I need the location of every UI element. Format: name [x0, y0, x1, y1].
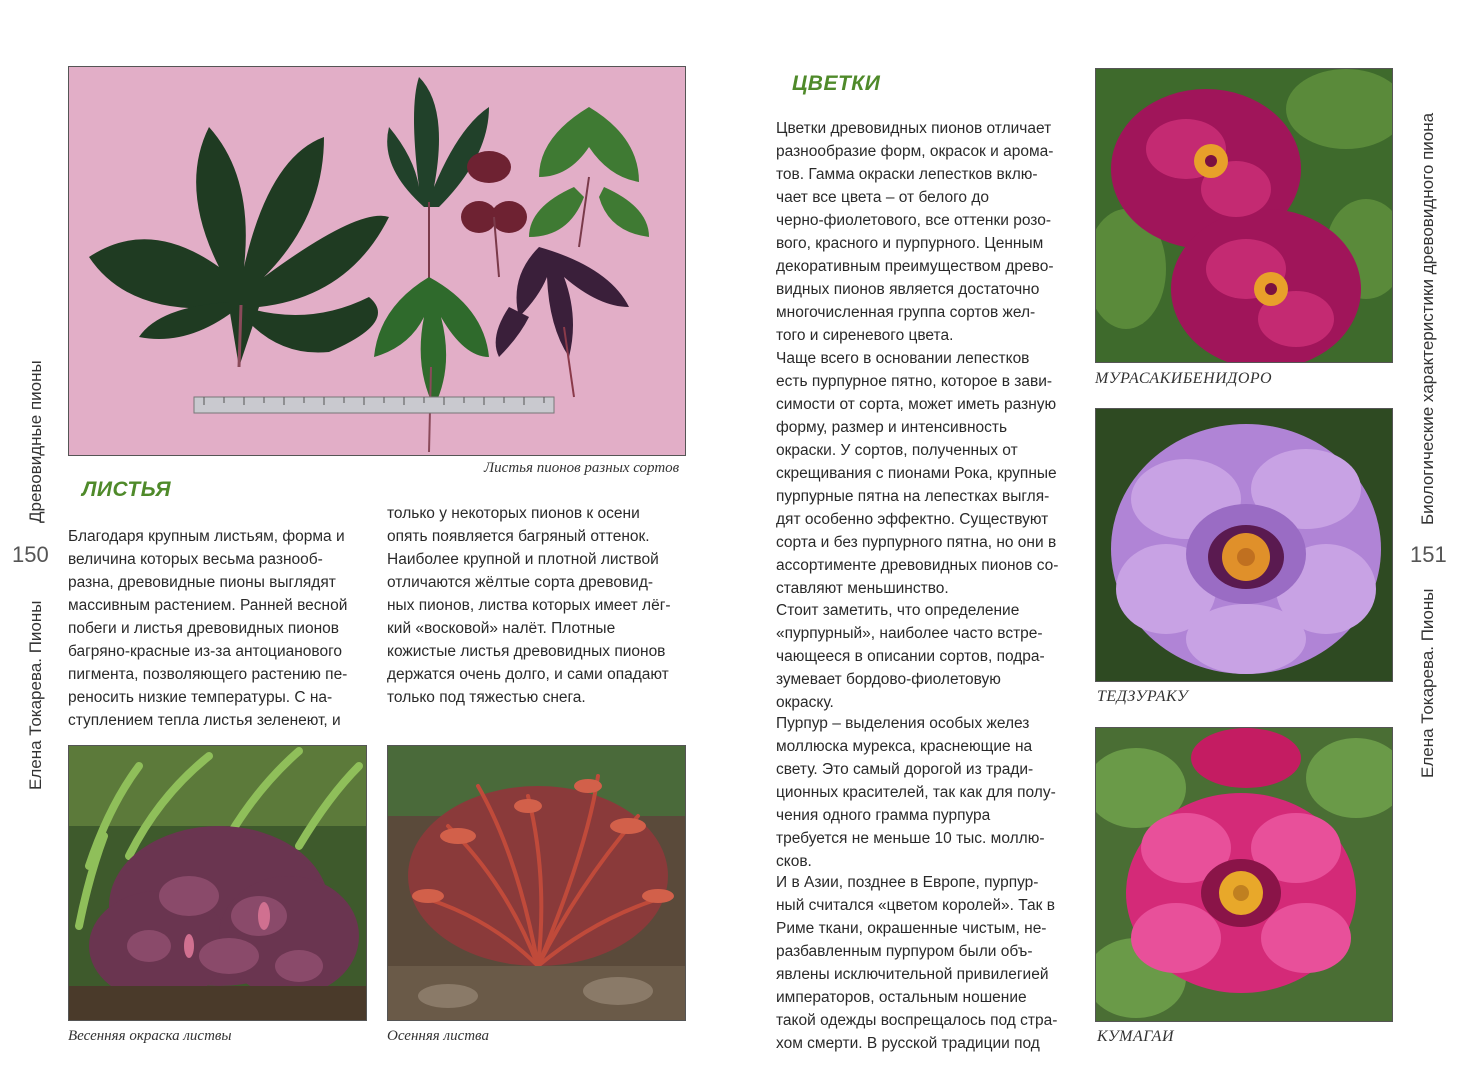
text-line: дят особенно эффектно. Существуют: [776, 511, 1049, 528]
text-line: массивным растением. Ранней весной: [68, 597, 348, 614]
flower-photo-murasakibenidoro: [1095, 68, 1393, 363]
text-line: явлены исключительной привилегией: [776, 966, 1049, 983]
text-line: ставляют меньшинство.: [776, 580, 949, 597]
text-line: Стоит заметить, что определение: [776, 602, 1020, 619]
flower-caption-3: КУМАГАИ: [1097, 1028, 1175, 1045]
leaves-heading: ЛИСТЬЯ: [82, 478, 172, 501]
text-line: окраску.: [776, 694, 834, 711]
spring-foliage-photo: [68, 745, 367, 1021]
text-line: ционных красителей, так как для полу-: [776, 784, 1056, 801]
text-line: окраски. У сортов, полученных от: [776, 442, 1018, 459]
left-running-header-section: Древовидные пионы: [26, 360, 45, 523]
text-line: разнообразие форм, окрасок и арома-: [776, 143, 1054, 160]
text-line: ных пионов, листва которых имеет лёг-: [387, 597, 671, 614]
text-line: многочисленная группа сортов жел-: [776, 304, 1036, 321]
leaves-photo-caption: Листья пионов разных сортов: [484, 460, 680, 476]
text-line: побеги и листья древовидных пионов: [68, 620, 339, 637]
text-line: кожистые листья древовидных пионов: [387, 643, 666, 660]
text-line: черно-фиолетового, все оттенки розо-: [776, 212, 1052, 229]
text-line: пурпурные пятна на лепестках выгля-: [776, 488, 1050, 505]
flower-caption-2: ТЕДЗУРАКУ: [1097, 688, 1189, 705]
text-line: чающееся в описании сортов, подра-: [776, 648, 1045, 665]
text-line: хом смерти. В русской традиции под: [776, 1035, 1040, 1052]
text-line: Пурпур – выделения особых желез: [776, 715, 1030, 732]
text-line: требуется не меньше 10 тыс. моллю-: [776, 830, 1045, 847]
text-line: свету. Это самый дорогой из тради-: [776, 761, 1034, 778]
text-line: чает все цвета – от белого до: [776, 189, 990, 206]
text-line: сков.: [776, 853, 812, 870]
text-line: ассортименте древовидных пионов со-: [776, 557, 1059, 574]
flowers-heading: ЦВЕТКИ: [792, 72, 881, 95]
text-line: величина которых весьма разнооб-: [68, 551, 323, 568]
text-line: реносить низкие температуры. С на-: [68, 689, 333, 706]
text-line: Чаще всего в основании лепестков: [776, 350, 1030, 367]
text-line: симости от сорта, может иметь разную: [776, 396, 1057, 413]
text-line: пигмента, позволяющего растению пе-: [68, 666, 348, 683]
flower-photo-kumagai: [1095, 727, 1393, 1022]
text-line: разбавленным пурпуром были объ-: [776, 943, 1033, 960]
right-running-header-book: Елена Токарева. Пионы: [1418, 588, 1437, 778]
text-line: тов. Гамма окраски лепестков вклю-: [776, 166, 1038, 183]
text-line: чения одного грамма пурпура: [776, 807, 991, 824]
text-line: И в Азии, позднее в Европе, пурпур-: [776, 874, 1039, 891]
text-line: только у некоторых пионов к осени: [387, 505, 640, 522]
text-line: Наиболее крупной и плотной листвой: [387, 551, 659, 568]
text-line: такой одежды воспрещалось под стра-: [776, 1012, 1058, 1029]
text-line: моллюска мурекса, краснеющие на: [776, 738, 1033, 755]
text-line: держатся очень долго, и сами опадают: [387, 666, 669, 683]
text-line: разна, древовидные пионы выглядят: [68, 574, 336, 591]
text-line: зумевает бордово-фиолетовую: [776, 671, 1001, 688]
spring-foliage-caption: Весенняя окраска листвы: [68, 1028, 232, 1044]
text-line: есть пурпурное пятно, которое в зави-: [776, 373, 1053, 390]
right-page-number: 151: [1410, 542, 1447, 567]
text-line: скрещивания с пионами Рока, крупные: [776, 465, 1057, 482]
text-line: отличаются жёлтые сорта древовид-: [387, 574, 654, 591]
text-line: ступлением тепла листья зеленеют, и: [68, 712, 341, 729]
text-line: императоров, остальным ношение: [776, 989, 1027, 1006]
text-line: кий «восковой» налёт. Плотные: [387, 620, 616, 637]
text-line: Благодаря крупным листьям, форма и: [68, 528, 345, 545]
text-line: багряно-красные из-за антоцианового: [68, 643, 343, 660]
right-running-header-section: Биологические характеристики древовидного пиона: [1418, 112, 1437, 525]
text-line: вого, красного и пурпурного. Ценным: [776, 235, 1044, 252]
text-line: ный считался «цветом королей». Так в: [776, 897, 1055, 914]
left-running-header-book: Елена Токарева. Пионы: [26, 600, 45, 790]
text-line: того и сиреневого цвета.: [776, 327, 954, 344]
text-line: декоративным преимуществом древо-: [776, 258, 1054, 275]
leaves-photo: [68, 66, 686, 456]
text-line: видных пионов является достаточно: [776, 281, 1040, 298]
flower-photo-tedzuraku: [1095, 408, 1393, 682]
flower-caption-1: МУРАСАКИБЕНИДОРО: [1095, 370, 1273, 387]
autumn-foliage-caption: Осенняя листва: [387, 1028, 489, 1044]
text-line: Риме ткани, окрашенные чистым, не-: [776, 920, 1047, 937]
text-line: «пурпурный», наиболее часто встре-: [776, 625, 1043, 642]
text-line: Цветки древовидных пионов отличает: [776, 120, 1052, 137]
text-line: сорта и без пурпурного пятна, но они в: [776, 534, 1057, 551]
autumn-foliage-photo: [387, 745, 686, 1021]
left-page-number: 150: [12, 542, 49, 567]
text-line: опять появляется багряный оттенок.: [387, 528, 650, 545]
text-line: форму, размер и интенсивность: [776, 419, 1008, 436]
text-line: только под тяжестью снега.: [387, 689, 586, 706]
